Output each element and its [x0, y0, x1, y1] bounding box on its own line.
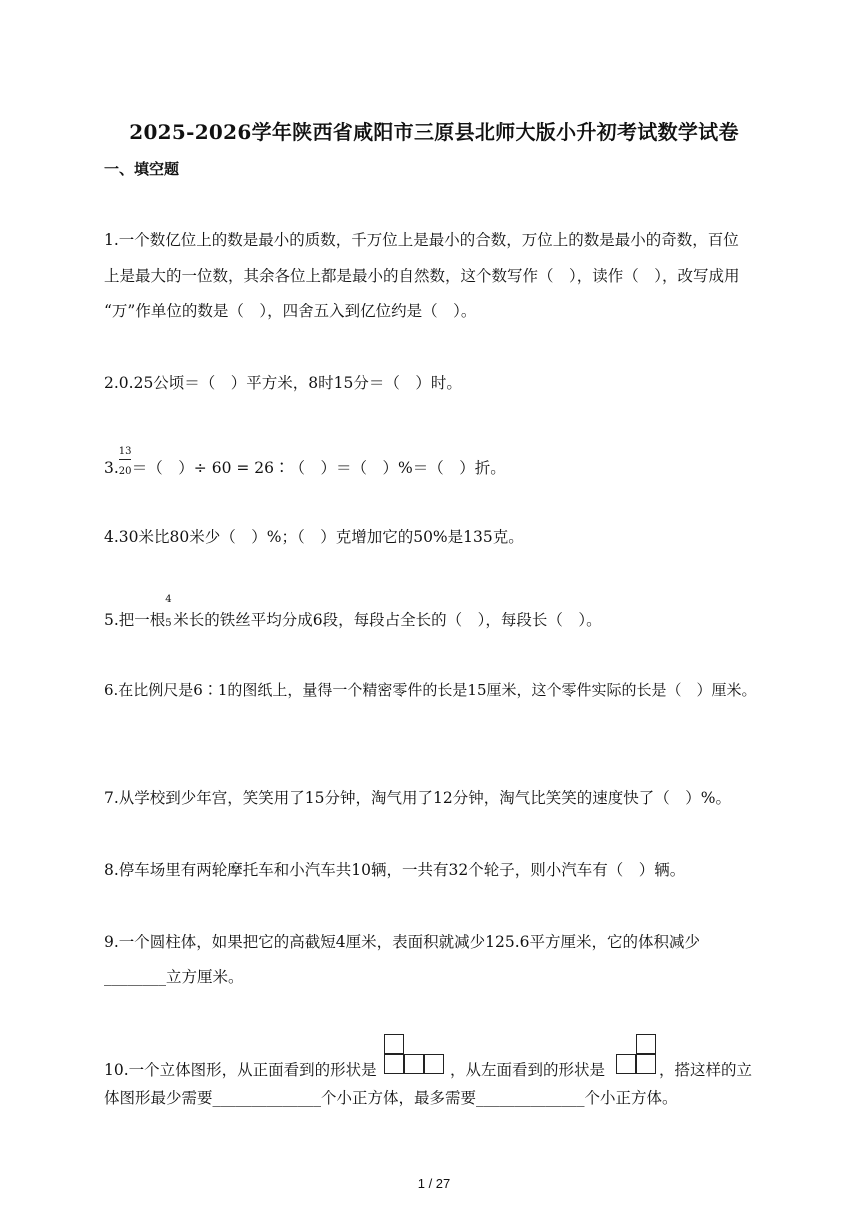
question-9-line-2: ________立方厘米。 [104, 968, 244, 986]
left-view-cube [616, 1054, 636, 1074]
question-3-prefix: 3. [104, 459, 119, 477]
question-1-line-1: 1.一个数亿位上的数是最小的质数，千万位上是最小的合数，万位上的数是最小的奇数，百位 [104, 231, 739, 249]
fraction-4-5 [165, 594, 173, 631]
question-3 [104, 446, 506, 479]
question-7: 7.从学校到少年宫，笑笑用了15分钟，淘气用了12分钟，淘气比笑笑的速度快了（ ）%。 [104, 789, 731, 807]
front-view-figure [384, 1034, 448, 1078]
left-view-cube [636, 1034, 656, 1054]
front-view-cube [384, 1054, 404, 1074]
left-view-cube [636, 1054, 656, 1074]
question-3-text: ＝（ ）÷ 60 = 26∶（ ）＝（ ）%＝（ ）折。 [131, 459, 506, 477]
fraction-denominator: 20 [118, 466, 132, 477]
question-10-line-2: 体图形最少需要______________个小正方体，最多需要______________个小正方体。 [104, 1089, 678, 1107]
question-1-line-2: 上是最大的一位数，其余各位上都是最小的自然数，这个数写作（ ），读作（ ），改写成用 [104, 267, 740, 285]
question-6: 6.在比例尺是6∶1的图纸上，量得一个精密零件的长是15厘米，这个零件实际的长是（ ）厘米。 [104, 681, 757, 699]
question-1-line-3: “万”作单位的数是（ ），四舍五入到亿位约是（ ）。 [104, 302, 477, 320]
fraction-numerator: 13 [118, 446, 132, 457]
fraction-13-20 [118, 446, 132, 479]
page-number: 1 / 27 [417, 1176, 451, 1191]
section-heading: 一、填空题 [104, 160, 180, 178]
fraction-denominator: 5 [165, 618, 172, 629]
question-10-part-3: ，搭这样的立 [659, 1061, 753, 1079]
fraction-numerator: 4 [165, 594, 172, 605]
question-9-line-1: 9.一个圆柱体，如果把它的高截短4厘米，表面积就减少125.6平方厘米，它的体积减少 [104, 933, 701, 951]
left-view-figure [616, 1034, 660, 1078]
front-view-cube [424, 1054, 444, 1074]
page-title: 2025-2026学年陕西省咸阳市三原县北师大版小升初考试数学试卷 [129, 120, 739, 144]
question-10-part-1: 10.一个立体图形，从正面看到的形状是 [104, 1061, 377, 1079]
question-2: 2.0.25公顷＝（ ）平方米，8时15分＝（ ）时。 [104, 374, 462, 392]
question-5-text: 米长的铁丝平均分成6段，每段占全长的（ ），每段长（ ）。 [173, 611, 602, 629]
question-4: 4.30米比80米少（ ）%；（ ）克增加它的50%是135克。 [104, 528, 524, 546]
question-10-part-2: ，从左面看到的形状是 [450, 1061, 606, 1079]
question-5-prefix: 5.把一根 [104, 611, 166, 629]
question-8: 8.停车场里有两轮摩托车和小汽车共10辆，一共有32个轮子，则小汽车有（ ）辆。 [104, 861, 686, 879]
front-view-cube [384, 1034, 404, 1054]
fraction-bar [119, 459, 131, 460]
question-5 [104, 594, 602, 631]
front-view-cube [404, 1054, 424, 1074]
